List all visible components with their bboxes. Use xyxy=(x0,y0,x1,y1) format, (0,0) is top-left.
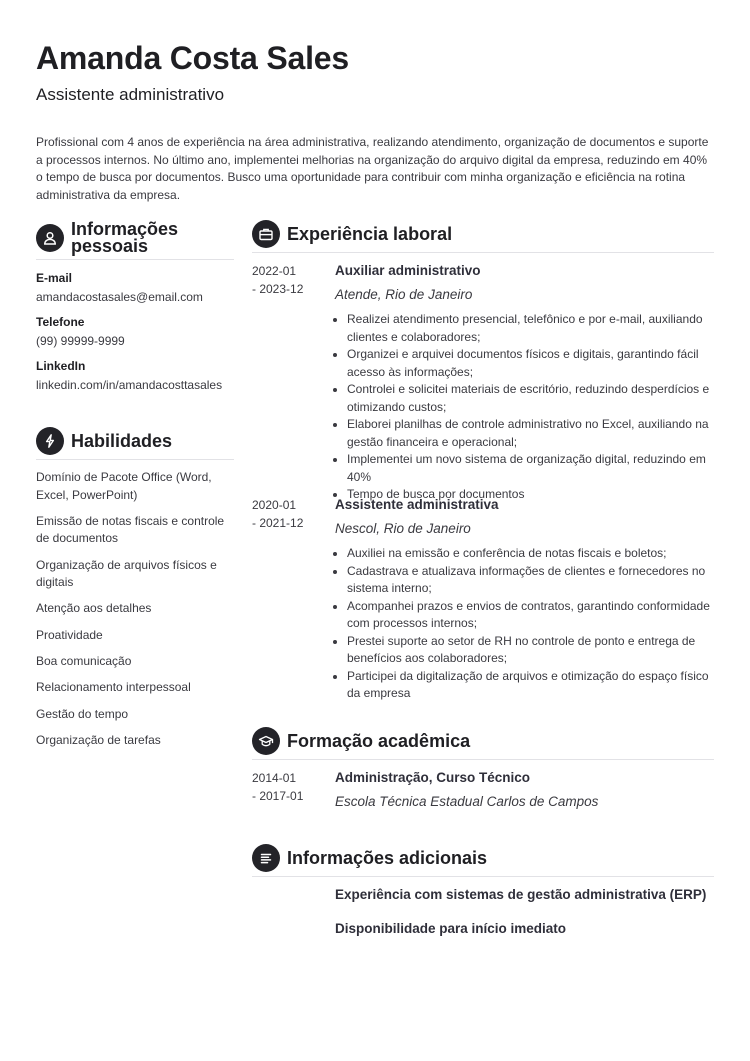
lightning-icon xyxy=(36,427,64,455)
job-bullet: • Elaborei planilhas de controle administrativo no Excel, auxiliando na gestão financeira e operacional; xyxy=(347,416,715,451)
skill-item: Atenção aos detalhes xyxy=(36,601,152,616)
job-bullet: • Realizei atendimento presencial, telefônico e por e-mail, auxiliando clientes e colaboradores; xyxy=(347,311,715,346)
additional-heading xyxy=(252,844,714,877)
job-dates xyxy=(252,497,322,532)
experience-heading xyxy=(252,220,714,253)
skill-item: Emissão de notas fiscais e controle de documentos xyxy=(36,513,225,546)
job-title: Auxiliar administrativo xyxy=(335,263,481,278)
job-bullet: • Organizei e arquivei documentos físicos e digitais, garantindo fácil acesso às informações; xyxy=(347,346,715,381)
skill-item: Organização de arquivos físicos e digitais xyxy=(36,557,217,590)
lines-icon xyxy=(252,844,280,872)
skills-list xyxy=(36,469,226,758)
personal-info-title-1: Informações xyxy=(71,218,179,239)
person-icon xyxy=(36,224,64,252)
education-dates xyxy=(252,770,322,805)
job-date-end: - 2021-12 xyxy=(252,515,304,530)
skill-item: Organização de tarefas xyxy=(36,732,161,747)
job-date-end: - 2023-12 xyxy=(252,281,304,296)
skill-item: Relacionamento interpessoal xyxy=(36,680,191,695)
linkedin-block xyxy=(36,359,222,392)
skill-item: Boa comunicação xyxy=(36,653,132,668)
job-bullets xyxy=(335,311,715,504)
education-date-end: - 2017-01 xyxy=(252,788,304,803)
education-degree: Administração, Curso Técnico xyxy=(335,770,531,785)
candidate-role: Assistente administrativo xyxy=(36,85,225,104)
skills-heading xyxy=(36,427,234,460)
phone-block xyxy=(36,315,125,348)
phone-label: Telefone xyxy=(36,315,85,329)
email-value: amandacostasales@email.com xyxy=(36,290,203,304)
linkedin-value: linkedin.com/in/amandacosttasales xyxy=(36,378,223,392)
job-company: Atende, Rio de Janeiro xyxy=(335,287,473,302)
graduation-cap-icon xyxy=(252,727,280,755)
job-bullet: • Acompanhei prazos e envios de contratos, garantindo conformidade com processos internos; xyxy=(347,598,715,633)
personal-info-title-2: pessoais xyxy=(71,235,149,256)
job-bullet: • Controlei e solicitei materiais de escritório, reduzindo desperdícios e otimizando custos; xyxy=(347,381,715,416)
job-date-start: 2020-01 xyxy=(252,498,297,512)
job-bullet: • Participei da digitalização de arquivos e otimização do espaço físico da empresa xyxy=(347,668,715,703)
job-date-start: 2022-01 xyxy=(252,264,297,278)
job-title: Assistente administrativa xyxy=(335,497,499,512)
additional-item: Disponibilidade para início imediato xyxy=(335,921,567,936)
education-title: Formação acadêmica xyxy=(287,731,471,751)
education-date-start: 2014-01 xyxy=(252,771,297,785)
job-bullets xyxy=(335,545,715,703)
skills-title: Habilidades xyxy=(71,431,173,451)
additional-title: Informações adicionais xyxy=(287,848,488,868)
job-company: Nescol, Rio de Janeiro xyxy=(335,521,471,536)
job-bullet: • Auxiliei na emissão e conferência de notas fiscais e boletos; xyxy=(347,545,715,563)
skill-item: Domínio de Pacote Office (Word, Excel, PowerPoint) xyxy=(36,470,212,502)
job-bullet: • Implementei um novo sistema de organização digital, reduzindo em 40% xyxy=(347,451,715,486)
job-bullet: • Tempo de busca por documentos xyxy=(347,486,715,504)
profile-summary: Profissional com 4 anos de experiência na área administrativa, realizando atendimento, organização de documentos e suporte a processos internos. No último ano, implementei melhorias na organização do arquivo digital da empresa, reduzindo em 40% o tempo de busca por documentos. Busco uma oportunidade para contribuir com minha organização e eficiência na rotina administrativa da empresa. xyxy=(36,135,709,202)
skill-item: Proatividade xyxy=(36,627,103,642)
linkedin-label: LinkedIn xyxy=(36,359,86,373)
candidate-name: Amanda Costa Sales xyxy=(36,40,349,76)
briefcase-icon xyxy=(252,220,280,248)
job-bullet: • Cadastrava e atualizava informações de clientes e fornecedores no sistema interno; xyxy=(347,563,715,598)
education-heading xyxy=(252,727,714,760)
phone-value: (99) 99999-9999 xyxy=(36,334,125,348)
job-bullet: • Prestei suporte ao setor de RH no controle de ponto e entrega de benefícios aos colaboradores; xyxy=(347,633,715,668)
skill-item: Gestão do tempo xyxy=(36,706,129,721)
personal-info-heading xyxy=(36,220,234,260)
email-block xyxy=(36,271,203,304)
email-label: E-mail xyxy=(36,271,73,285)
job-dates xyxy=(252,263,322,298)
education-school: Escola Técnica Estadual Carlos de Campos xyxy=(335,794,599,809)
experience-title: Experiência laboral xyxy=(287,224,453,244)
additional-item: Experiência com sistemas de gestão administrativa (ERP) xyxy=(335,887,707,902)
